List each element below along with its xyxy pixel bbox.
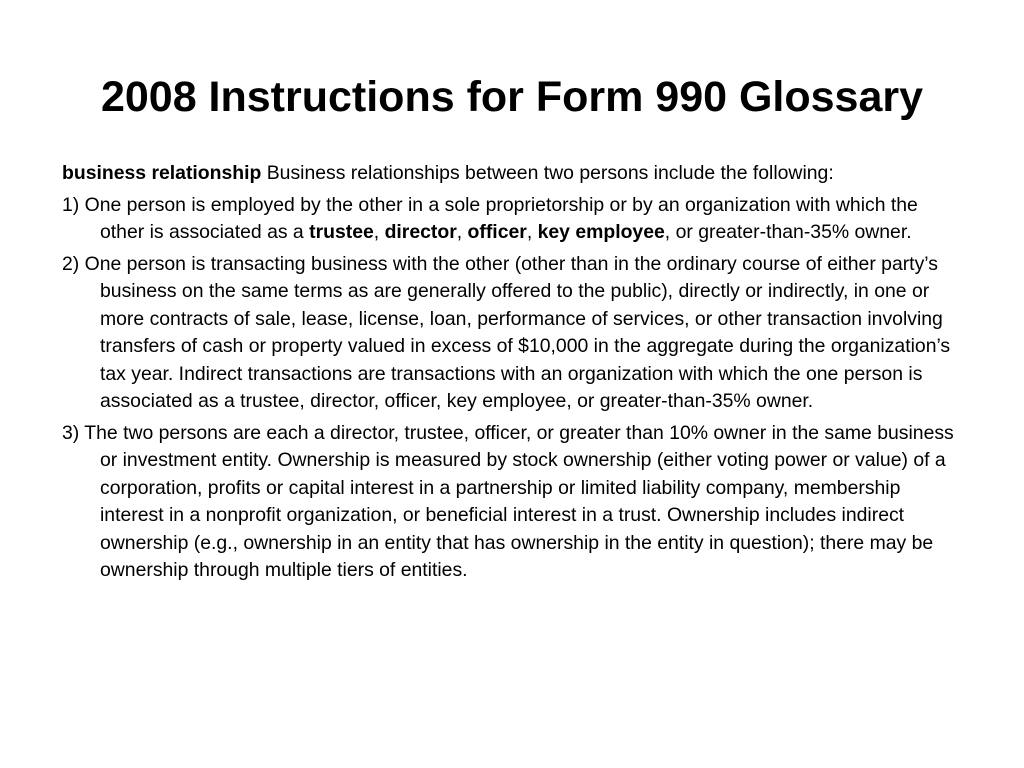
separator: , [456,221,468,243]
list-item-1 [62,192,962,247]
list-item-1-text-start: 1) One person is employed by the other in a sole proprietorship or by an organization with which the other is associated as a [62,193,918,243]
glossary-term: business relationship [62,162,262,184]
glossary-entry-definition [62,160,962,188]
list-item-2: 2) One person is transacting business with the other (other than in the ordinary course of either party’s business on the same terms as are generally offered to the public), directly or indirectly, in one or more contracts of sale, lease, license, loan, performance of services, or other transaction involving transfers of cash or property valued in excess of $10,000 in the aggregate during the organization’s tax year. Indirect transactions are transactions with an organization with which the one person is associated as a trustee, director, officer, key employee, or greater-than-35% owner. [62,252,951,412]
separator: , [373,221,385,243]
list-item-1-text-end: , or greater-than-35% owner. [664,221,912,243]
term-director: director [384,221,457,243]
term-key-employee: key employee [537,221,665,243]
list-item-3: 3) The two persons are each a director, trustee, officer, or greater than 10% owner in the same business or investment entity. Ownership is measured by stock ownership (either voting power or value) of a corporation, profits or capital interest in a partnership or limited liability company, membership interest in a nonprofit organization, or beneficial interest in a trust. Ownership includes indirect ownership (e.g., ownership in an entity that has ownership in the entity in question); there may be ownership through multiple tiers of entities. [62,421,954,581]
term-officer: officer [467,221,527,243]
glossary-body [62,160,962,589]
separator: , [526,221,538,243]
page-title: 2008 Instructions for Form 990 Glossary [100,73,924,121]
glossary-definition-intro: Business relationships between two persons include the following: [266,162,834,184]
term-trustee: trustee [309,221,374,243]
